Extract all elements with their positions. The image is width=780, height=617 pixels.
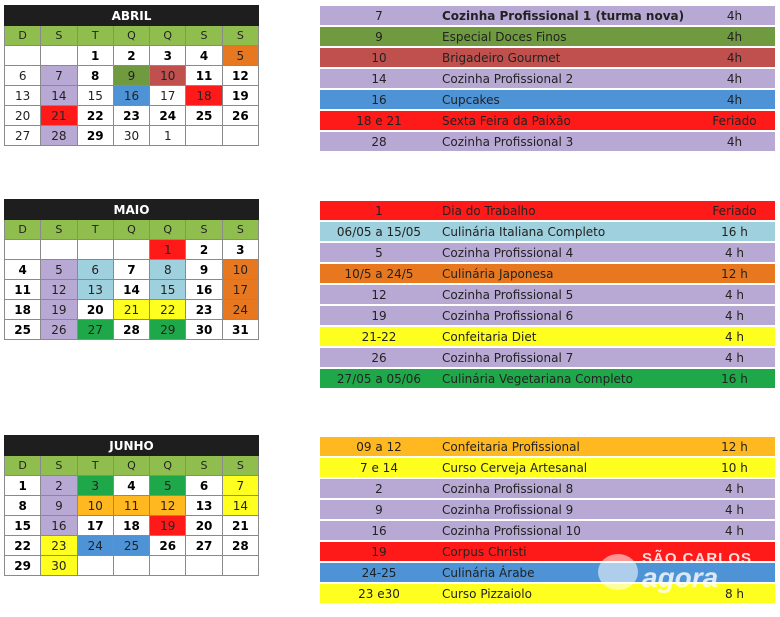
calendar-day: 13 <box>186 496 222 516</box>
watermark-main: agora <box>642 562 719 593</box>
calendar-week <box>5 126 259 146</box>
schedule-date: 14 <box>320 69 438 88</box>
day-header: Q <box>113 456 149 476</box>
schedule-row <box>320 327 775 346</box>
schedule-date: 12 <box>320 285 438 304</box>
calendar-day: 14 <box>222 496 258 516</box>
calendar-day: 17 <box>150 86 186 106</box>
calendar-junho <box>4 435 259 576</box>
calendar-day: 10 <box>222 260 258 280</box>
calendar-week <box>5 556 259 576</box>
calendar-day: 2 <box>113 46 149 66</box>
schedule-row <box>320 285 775 304</box>
calendar-day: 18 <box>5 300 41 320</box>
calendar-week <box>5 516 259 536</box>
calendar-day <box>5 46 41 66</box>
schedule-date: 24-25 <box>320 563 438 582</box>
schedule-hours: 4 h <box>694 479 775 498</box>
day-header: T <box>77 456 113 476</box>
day-header: D <box>5 456 41 476</box>
schedule-row <box>320 500 775 519</box>
calendar-day: 6 <box>77 260 113 280</box>
day-header: S <box>186 456 222 476</box>
calendar-day: 21 <box>41 106 77 126</box>
schedule-hours: 4 h <box>694 348 775 367</box>
schedule-hours: 4 h <box>694 306 775 325</box>
schedule-hours: 4 h <box>694 327 775 346</box>
calendar-day: 1 <box>150 240 186 260</box>
logo-icon <box>598 554 638 590</box>
schedule-course: Curso Cerveja Artesanal <box>438 458 694 477</box>
day-header: Q <box>113 26 149 46</box>
schedule-row <box>320 6 775 25</box>
calendar-day: 28 <box>113 320 149 340</box>
calendar-day: 16 <box>41 516 77 536</box>
day-header: T <box>77 220 113 240</box>
schedule-date: 10/5 a 24/5 <box>320 264 438 283</box>
day-header: Q <box>150 456 186 476</box>
schedule-hours: 10 h <box>694 458 775 477</box>
schedule-course: Curso Pizzaiolo <box>438 584 694 603</box>
calendar-day: 27 <box>5 126 41 146</box>
schedule-row <box>320 458 775 477</box>
calendar-day: 1 <box>5 476 41 496</box>
calendar-day <box>41 240 77 260</box>
schedule-abril <box>320 4 775 153</box>
schedule-hours: 4h <box>694 27 775 46</box>
calendar-day: 12 <box>41 280 77 300</box>
calendar-week <box>5 320 259 340</box>
schedule-row <box>320 264 775 283</box>
calendar-day: 1 <box>77 46 113 66</box>
calendar-day <box>5 240 41 260</box>
schedule-date: 09 a 12 <box>320 437 438 456</box>
calendar-day: 2 <box>41 476 77 496</box>
schedule-hours: 4 h <box>694 285 775 304</box>
day-header: S <box>186 220 222 240</box>
calendar-day: 19 <box>222 86 258 106</box>
schedule-date: 06/05 a 15/05 <box>320 222 438 241</box>
calendar-week <box>5 496 259 516</box>
schedule-row <box>320 69 775 88</box>
schedule-hours: 12 h <box>694 264 775 283</box>
schedule-row <box>320 201 775 220</box>
calendar-day: 25 <box>5 320 41 340</box>
calendar-day: 12 <box>150 496 186 516</box>
calendar-day: 20 <box>186 516 222 536</box>
schedule-course: Cozinha Profissional 6 <box>438 306 694 325</box>
day-header: D <box>5 26 41 46</box>
calendar-day: 23 <box>41 536 77 556</box>
calendar-day: 15 <box>5 516 41 536</box>
schedule-course: Cupcakes <box>438 90 694 109</box>
calendar-day: 27 <box>77 320 113 340</box>
schedule-course: Dia do Trabalho <box>438 201 694 220</box>
calendar-day: 22 <box>150 300 186 320</box>
calendar-day: 21 <box>113 300 149 320</box>
schedule-hours: 4h <box>694 6 775 25</box>
calendar-day: 2 <box>186 240 222 260</box>
calendar-day: 26 <box>222 106 258 126</box>
calendar-day: 19 <box>41 300 77 320</box>
calendar-day: 3 <box>150 46 186 66</box>
calendar-day: 6 <box>186 476 222 496</box>
schedule-hours: 4 h <box>694 521 775 540</box>
schedule-row <box>320 90 775 109</box>
schedule-hours: 4h <box>694 132 775 151</box>
schedule-date: 26 <box>320 348 438 367</box>
calendar-day: 21 <box>222 516 258 536</box>
calendar-day: 5 <box>222 46 258 66</box>
schedule-hours: Feriado <box>694 111 775 130</box>
calendar-day: 8 <box>150 260 186 280</box>
calendar-day: 11 <box>5 280 41 300</box>
schedule-date: 1 <box>320 201 438 220</box>
calendar-week <box>5 476 259 496</box>
calendar-day: 23 <box>186 300 222 320</box>
schedule-date: 27/05 a 05/06 <box>320 369 438 388</box>
schedule-course: Cozinha Profissional 10 <box>438 521 694 540</box>
calendar-day: 30 <box>113 126 149 146</box>
calendar-day: 18 <box>113 516 149 536</box>
schedule-date: 7 <box>320 6 438 25</box>
schedule-row <box>320 27 775 46</box>
schedule-date: 9 <box>320 500 438 519</box>
schedule-course: Sexta Feira da Paixão <box>438 111 694 130</box>
calendar-day: 24 <box>222 300 258 320</box>
schedule-hours: 4 h <box>694 243 775 262</box>
day-header: T <box>77 26 113 46</box>
calendar-day: 30 <box>186 320 222 340</box>
schedule-row <box>320 369 775 388</box>
calendar-day: 15 <box>77 86 113 106</box>
schedule-date: 18 e 21 <box>320 111 438 130</box>
schedule-hours: 16 h <box>694 222 775 241</box>
calendar-week <box>5 86 259 106</box>
calendar-day: 20 <box>5 106 41 126</box>
calendar-day <box>222 126 258 146</box>
calendar-week <box>5 536 259 556</box>
calendar-day: 16 <box>186 280 222 300</box>
calendar-day: 30 <box>41 556 77 576</box>
calendar-week <box>5 240 259 260</box>
calendar-day: 3 <box>77 476 113 496</box>
day-header: S <box>222 220 258 240</box>
schedule-date: 21-22 <box>320 327 438 346</box>
schedule-date: 19 <box>320 542 438 561</box>
calendar-day: 11 <box>186 66 222 86</box>
day-header: Q <box>113 220 149 240</box>
calendar-day: 13 <box>5 86 41 106</box>
schedule-course: Culinária Vegetariana Completo <box>438 369 694 388</box>
calendar-day: 10 <box>150 66 186 86</box>
calendar-day: 17 <box>77 516 113 536</box>
calendar-day: 9 <box>41 496 77 516</box>
calendar-day: 13 <box>77 280 113 300</box>
schedule-row <box>320 222 775 241</box>
day-header: Q <box>150 220 186 240</box>
day-header: S <box>41 26 77 46</box>
calendar-day <box>77 556 113 576</box>
day-header: S <box>41 456 77 476</box>
schedule-row <box>320 243 775 262</box>
schedule-course: Culinária Italiana Completo <box>438 222 694 241</box>
calendar-day <box>186 126 222 146</box>
calendar-day: 28 <box>222 536 258 556</box>
calendar-day: 22 <box>5 536 41 556</box>
schedule-course: Cozinha Profissional 2 <box>438 69 694 88</box>
schedule-hours: 8 h <box>694 584 775 603</box>
schedule-row <box>320 348 775 367</box>
calendar-day: 26 <box>41 320 77 340</box>
calendar-day: 9 <box>186 260 222 280</box>
calendar-day <box>150 556 186 576</box>
calendar-day: 28 <box>41 126 77 146</box>
day-header: S <box>222 26 258 46</box>
calendar-day: 20 <box>77 300 113 320</box>
calendar-week <box>5 106 259 126</box>
calendar-week <box>5 280 259 300</box>
day-header: S <box>222 456 258 476</box>
schedule-hours: 4h <box>694 48 775 67</box>
schedule-hours: 12 h <box>694 437 775 456</box>
schedule-course: Cozinha Profissional 8 <box>438 479 694 498</box>
calendar-day: 8 <box>77 66 113 86</box>
schedule-hours: 4 h <box>694 500 775 519</box>
calendar-day: 24 <box>150 106 186 126</box>
schedule-course: Cozinha Profissional 7 <box>438 348 694 367</box>
calendar-day: 17 <box>222 280 258 300</box>
calendar-day: 31 <box>222 320 258 340</box>
watermark-top: SÃO CARLOS <box>642 550 753 567</box>
schedule-date: 16 <box>320 521 438 540</box>
calendar-maio <box>4 199 259 340</box>
calendar-day: 4 <box>113 476 149 496</box>
calendar-day: 7 <box>222 476 258 496</box>
schedule-course: Confeitaria Diet <box>438 327 694 346</box>
calendar-day: 5 <box>150 476 186 496</box>
schedule-course: Cozinha Profissional 4 <box>438 243 694 262</box>
schedule-date: 7 e 14 <box>320 458 438 477</box>
calendar-day: 1 <box>150 126 186 146</box>
calendar-day: 19 <box>150 516 186 536</box>
calendar-day: 8 <box>5 496 41 516</box>
schedule-date: 9 <box>320 27 438 46</box>
calendar-day: 23 <box>113 106 149 126</box>
schedule-course: Brigadeiro Gourmet <box>438 48 694 67</box>
calendar-day: 24 <box>77 536 113 556</box>
calendar-day: 11 <box>113 496 149 516</box>
calendar-day: 27 <box>186 536 222 556</box>
schedule-date: 2 <box>320 479 438 498</box>
calendar-day: 10 <box>77 496 113 516</box>
schedule-hours: Feriado <box>694 201 775 220</box>
schedule-row <box>320 437 775 456</box>
calendar-day <box>41 46 77 66</box>
calendar-day: 14 <box>113 280 149 300</box>
schedule-row <box>320 479 775 498</box>
schedule-date: 5 <box>320 243 438 262</box>
schedule-row <box>320 132 775 151</box>
schedule-hours: 4h <box>694 69 775 88</box>
schedule-course: Cozinha Profissional 3 <box>438 132 694 151</box>
schedule-date: 10 <box>320 48 438 67</box>
calendar-day: 12 <box>222 66 258 86</box>
calendar-week <box>5 260 259 280</box>
schedule-hours: 16 h <box>694 369 775 388</box>
calendar-title: MAIO <box>5 200 259 220</box>
calendar-day: 25 <box>113 536 149 556</box>
calendar-day <box>113 240 149 260</box>
schedule-date: 19 <box>320 306 438 325</box>
schedule-course: Cozinha Profissional 9 <box>438 500 694 519</box>
schedule-date: 23 e30 <box>320 584 438 603</box>
calendar-day: 29 <box>5 556 41 576</box>
calendar-day: 29 <box>150 320 186 340</box>
calendar-day: 4 <box>186 46 222 66</box>
calendar-day: 4 <box>5 260 41 280</box>
calendar-day: 15 <box>150 280 186 300</box>
calendar-title: JUNHO <box>5 436 259 456</box>
schedule-course: Culinária Japonesa <box>438 264 694 283</box>
calendar-day: 26 <box>150 536 186 556</box>
calendar-day: 18 <box>186 86 222 106</box>
calendar-week <box>5 66 259 86</box>
schedule-date: 28 <box>320 132 438 151</box>
calendar-day <box>222 556 258 576</box>
schedule-row <box>320 306 775 325</box>
calendar-day: 9 <box>113 66 149 86</box>
calendar-week <box>5 300 259 320</box>
schedule-course: Confeitaria Profissional <box>438 437 694 456</box>
schedule-course: Culinária Árabe <box>438 563 694 582</box>
schedule-course: Cozinha Profissional 5 <box>438 285 694 304</box>
calendar-day: 7 <box>41 66 77 86</box>
day-header: S <box>186 26 222 46</box>
day-header: S <box>41 220 77 240</box>
calendar-day: 14 <box>41 86 77 106</box>
schedule-course: Cozinha Profissional 1 (turma nova) <box>438 6 694 25</box>
calendar-day: 7 <box>113 260 149 280</box>
watermark-logo <box>598 550 778 594</box>
calendar-day: 29 <box>77 126 113 146</box>
calendar-day <box>186 556 222 576</box>
schedule-course: Especial Doces Finos <box>438 27 694 46</box>
calendar-day: 22 <box>77 106 113 126</box>
schedule-row <box>320 521 775 540</box>
calendar-title: ABRIL <box>5 6 259 26</box>
schedule-maio <box>320 199 775 390</box>
schedule-row <box>320 48 775 67</box>
day-header: D <box>5 220 41 240</box>
calendar-day: 6 <box>5 66 41 86</box>
calendar-day <box>113 556 149 576</box>
day-header: Q <box>150 26 186 46</box>
schedule-course: Corpus Christi <box>438 542 694 561</box>
schedule-date: 16 <box>320 90 438 109</box>
calendar-day: 25 <box>186 106 222 126</box>
calendar-abril <box>4 5 259 146</box>
schedule-row <box>320 111 775 130</box>
schedule-hours: 4h <box>694 90 775 109</box>
calendar-day <box>77 240 113 260</box>
calendar-week <box>5 46 259 66</box>
calendar-day: 5 <box>41 260 77 280</box>
calendar-day: 3 <box>222 240 258 260</box>
calendar-day: 16 <box>113 86 149 106</box>
